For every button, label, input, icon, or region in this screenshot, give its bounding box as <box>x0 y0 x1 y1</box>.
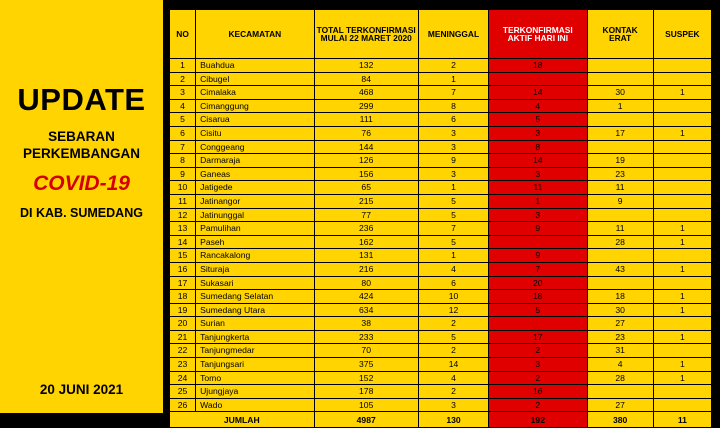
cell-kecamatan: Cimalaka <box>196 86 314 100</box>
cell-kecamatan: Buahdua <box>196 59 314 73</box>
cell-total: 634 <box>314 303 418 317</box>
cell-kontak: 30 <box>587 303 653 317</box>
table-row <box>170 317 712 331</box>
cell-meninggal: 2 <box>418 317 488 331</box>
footer-total: 4987 <box>314 412 418 428</box>
cell-suspek <box>653 59 711 73</box>
subtitle <box>0 129 163 163</box>
cell-no: 19 <box>170 303 196 317</box>
cell-aktif: 2 <box>489 344 587 358</box>
page-title: UPDATE <box>17 82 146 117</box>
table-row <box>170 398 712 412</box>
cell-total: 144 <box>314 140 418 154</box>
table-row <box>170 154 712 168</box>
cell-kecamatan: Paseh <box>196 235 314 249</box>
cell-kecamatan: Conggeang <box>196 140 314 154</box>
cell-kontak: 17 <box>587 126 653 140</box>
cell-kontak: 4 <box>587 358 653 372</box>
cell-no: 6 <box>170 126 196 140</box>
cell-no: 24 <box>170 371 196 385</box>
cell-meninggal: 5 <box>418 235 488 249</box>
table-row <box>170 262 712 276</box>
cell-total: 375 <box>314 358 418 372</box>
cell-aktif: 9 <box>489 222 587 236</box>
table-row <box>170 59 712 73</box>
cell-suspek <box>653 154 711 168</box>
cell-kontak <box>587 249 653 263</box>
table-row <box>170 344 712 358</box>
cell-kontak <box>587 72 653 86</box>
table-row <box>170 276 712 290</box>
cell-kontak: 43 <box>587 262 653 276</box>
header-aktif-line-1: TERKONFIRMASI <box>502 24 573 35</box>
cell-meninggal: 1 <box>418 72 488 86</box>
table-row <box>170 72 712 86</box>
cell-kecamatan: Wado <box>196 398 314 412</box>
table-row <box>170 86 712 100</box>
cell-kecamatan: Tanjungmedar <box>196 344 314 358</box>
cell-no: 22 <box>170 344 196 358</box>
cell-meninggal: 2 <box>418 344 488 358</box>
cell-aktif <box>489 317 587 331</box>
header-total-line-2: MULAI 22 MARET 2020 <box>320 33 412 43</box>
footer-suspek: 11 <box>653 412 711 428</box>
cell-meninggal: 10 <box>418 290 488 304</box>
cell-aktif: 5 <box>489 113 587 127</box>
table-panel <box>163 0 720 425</box>
cell-kecamatan: Jatinangor <box>196 194 314 208</box>
cell-total: 76 <box>314 126 418 140</box>
cell-suspek <box>653 249 711 263</box>
date-container <box>0 382 163 397</box>
table-row <box>170 113 712 127</box>
cell-kecamatan: Ujungjaya <box>196 385 314 399</box>
cell-no: 25 <box>170 385 196 399</box>
table-row <box>170 208 712 222</box>
table-row <box>170 371 712 385</box>
cell-kontak: 11 <box>587 181 653 195</box>
cell-kontak: 11 <box>587 222 653 236</box>
cell-total: 126 <box>314 154 418 168</box>
cell-suspek: 1 <box>653 262 711 276</box>
cell-meninggal: 14 <box>418 358 488 372</box>
cell-suspek <box>653 385 711 399</box>
cell-aktif: 3 <box>489 167 587 181</box>
cell-kontak: 27 <box>587 317 653 331</box>
cell-meninggal: 3 <box>418 126 488 140</box>
header-aktif-line-2: AKTIF HARI INI <box>507 33 569 43</box>
cell-meninggal: 9 <box>418 154 488 168</box>
covid-label: COVID-19 <box>33 171 130 195</box>
cell-meninggal: 5 <box>418 330 488 344</box>
cell-total: 162 <box>314 235 418 249</box>
header-total <box>314 10 418 59</box>
cell-kontak <box>587 113 653 127</box>
cell-aktif: 14 <box>489 86 587 100</box>
region-label: DI KAB. SUMEDANG <box>20 205 143 220</box>
cell-kecamatan: Situraja <box>196 262 314 276</box>
cell-no: 9 <box>170 167 196 181</box>
cell-total: 132 <box>314 59 418 73</box>
cell-aktif: 3 <box>489 208 587 222</box>
cell-meninggal: 2 <box>418 59 488 73</box>
subtitle-line-2: PERKEMBANGAN <box>22 145 140 161</box>
cell-total: 84 <box>314 72 418 86</box>
cell-aktif: 2 <box>489 371 587 385</box>
cell-total: 468 <box>314 86 418 100</box>
header-suspek: SUSPEK <box>653 10 711 59</box>
footer-meninggal: 130 <box>418 412 488 428</box>
cell-aktif <box>489 235 587 249</box>
cell-aktif: 9 <box>489 249 587 263</box>
cell-kecamatan: Rancakalong <box>196 249 314 263</box>
cell-meninggal: 3 <box>418 398 488 412</box>
cell-kontak <box>587 276 653 290</box>
cell-no: 16 <box>170 262 196 276</box>
header-kontak <box>587 10 653 59</box>
cell-suspek <box>653 113 711 127</box>
cell-aktif: 2 <box>489 398 587 412</box>
cell-kontak: 23 <box>587 167 653 181</box>
cell-total: 80 <box>314 276 418 290</box>
table-row <box>170 385 712 399</box>
table-row <box>170 140 712 154</box>
cell-total: 236 <box>314 222 418 236</box>
cell-no: 21 <box>170 330 196 344</box>
cell-kontak: 27 <box>587 398 653 412</box>
table-row <box>170 194 712 208</box>
cell-no: 11 <box>170 194 196 208</box>
cell-total: 131 <box>314 249 418 263</box>
cell-kecamatan: Sukasari <box>196 276 314 290</box>
cell-suspek <box>653 140 711 154</box>
cell-meninggal: 1 <box>418 249 488 263</box>
cell-aktif: 8 <box>489 140 587 154</box>
cell-aktif: 16 <box>489 385 587 399</box>
table-row <box>170 222 712 236</box>
cell-meninggal: 6 <box>418 276 488 290</box>
cell-total: 178 <box>314 385 418 399</box>
cell-kontak: 1 <box>587 99 653 113</box>
cell-total: 216 <box>314 262 418 276</box>
cell-aktif: 7 <box>489 262 587 276</box>
cell-suspek <box>653 72 711 86</box>
cell-aktif: 5 <box>489 303 587 317</box>
cell-meninggal: 4 <box>418 262 488 276</box>
cell-suspek: 1 <box>653 358 711 372</box>
footer-label: JUMLAH <box>170 412 315 428</box>
cell-kontak: 18 <box>587 290 653 304</box>
table-row <box>170 235 712 249</box>
cell-kecamatan: Sumedang Utara <box>196 303 314 317</box>
cell-suspek <box>653 344 711 358</box>
cell-kontak: 9 <box>587 194 653 208</box>
cell-no: 17 <box>170 276 196 290</box>
cell-kecamatan: Pamulihan <box>196 222 314 236</box>
cell-kontak: 19 <box>587 154 653 168</box>
cell-no: 2 <box>170 72 196 86</box>
cell-kontak <box>587 208 653 222</box>
cell-meninggal: 7 <box>418 222 488 236</box>
covid-data-table <box>169 9 712 428</box>
cell-suspek <box>653 167 711 181</box>
left-panel-content <box>0 84 163 221</box>
cell-total: 77 <box>314 208 418 222</box>
subtitle-line-1: SEBARAN <box>48 129 115 144</box>
cell-meninggal: 4 <box>418 371 488 385</box>
cell-kecamatan: Cimanggung <box>196 99 314 113</box>
cell-meninggal: 6 <box>418 113 488 127</box>
table-row <box>170 303 712 317</box>
cell-no: 4 <box>170 99 196 113</box>
cell-aktif: 18 <box>489 290 587 304</box>
cell-suspek: 1 <box>653 303 711 317</box>
table-header <box>170 10 712 59</box>
header-kontak-line-1: KONTAK <box>602 24 638 35</box>
cell-aktif: 18 <box>489 59 587 73</box>
table-row <box>170 290 712 304</box>
cell-suspek: 1 <box>653 235 711 249</box>
cell-no: 26 <box>170 398 196 412</box>
cell-total: 299 <box>314 99 418 113</box>
table-row <box>170 358 712 372</box>
cell-meninggal: 1 <box>418 181 488 195</box>
table-row <box>170 126 712 140</box>
cell-no: 8 <box>170 154 196 168</box>
cell-suspek: 1 <box>653 330 711 344</box>
cell-aktif: 3 <box>489 126 587 140</box>
cell-suspek: 1 <box>653 371 711 385</box>
table-row <box>170 330 712 344</box>
cell-meninggal: 5 <box>418 208 488 222</box>
cell-aktif <box>489 72 587 86</box>
cell-suspek <box>653 181 711 195</box>
cell-kontak: 30 <box>587 86 653 100</box>
cell-kontak: 28 <box>587 371 653 385</box>
cell-kecamatan: Tanjungsari <box>196 358 314 372</box>
cell-no: 10 <box>170 181 196 195</box>
cell-total: 233 <box>314 330 418 344</box>
cell-aktif: 14 <box>489 154 587 168</box>
cell-aktif: 17 <box>489 330 587 344</box>
table-row <box>170 167 712 181</box>
cell-kontak <box>587 59 653 73</box>
cell-no: 1 <box>170 59 196 73</box>
table-row <box>170 181 712 195</box>
cell-aktif: 11 <box>489 181 587 195</box>
cell-suspek <box>653 99 711 113</box>
cell-no: 13 <box>170 222 196 236</box>
table-row <box>170 99 712 113</box>
cell-kecamatan: Ganeas <box>196 167 314 181</box>
table-row <box>170 249 712 263</box>
cell-meninggal: 12 <box>418 303 488 317</box>
cell-kontak: 31 <box>587 344 653 358</box>
cell-no: 3 <box>170 86 196 100</box>
footer-aktif: 192 <box>489 412 587 428</box>
cell-kontak: 28 <box>587 235 653 249</box>
cell-kecamatan: Tomo <box>196 371 314 385</box>
cell-kontak: 23 <box>587 330 653 344</box>
cell-no: 23 <box>170 358 196 372</box>
table-footer <box>170 412 712 428</box>
footer-kontak: 380 <box>587 412 653 428</box>
cell-meninggal: 7 <box>418 86 488 100</box>
cell-kecamatan: Jatigede <box>196 181 314 195</box>
cell-suspek: 1 <box>653 222 711 236</box>
cell-aktif: 4 <box>489 99 587 113</box>
cell-aktif: 3 <box>489 358 587 372</box>
cell-kecamatan: Sumedang Selatan <box>196 290 314 304</box>
cell-kecamatan: Cibugel <box>196 72 314 86</box>
cell-total: 215 <box>314 194 418 208</box>
cell-kecamatan: Surian <box>196 317 314 331</box>
header-meninggal: MENINGGAL <box>418 10 488 59</box>
cell-meninggal: 5 <box>418 194 488 208</box>
cell-kontak <box>587 140 653 154</box>
cell-no: 20 <box>170 317 196 331</box>
cell-suspek: 1 <box>653 290 711 304</box>
cell-no: 5 <box>170 113 196 127</box>
cell-total: 105 <box>314 398 418 412</box>
cell-suspek <box>653 194 711 208</box>
cell-suspek <box>653 208 711 222</box>
cell-no: 12 <box>170 208 196 222</box>
header-total-line-1: TOTAL TERKONFIRMASI <box>316 24 416 35</box>
cell-kontak <box>587 385 653 399</box>
cell-kecamatan: Tanjungkerta <box>196 330 314 344</box>
cell-aktif: 1 <box>489 194 587 208</box>
cell-total: 156 <box>314 167 418 181</box>
header-kontak-line-2: ERAT <box>609 33 632 43</box>
cell-no: 18 <box>170 290 196 304</box>
cell-total: 152 <box>314 371 418 385</box>
cell-meninggal: 8 <box>418 99 488 113</box>
footer-row <box>170 412 712 428</box>
date-label: 20 JUNI 2021 <box>39 382 124 397</box>
header-no: NO <box>170 10 196 59</box>
cell-kecamatan: Darmaraja <box>196 154 314 168</box>
cell-suspek <box>653 398 711 412</box>
header-kecamatan: KECAMATAN <box>196 10 314 59</box>
cell-no: 7 <box>170 140 196 154</box>
cell-aktif: 20 <box>489 276 587 290</box>
cell-meninggal: 3 <box>418 140 488 154</box>
cell-no: 15 <box>170 249 196 263</box>
left-panel <box>0 0 163 413</box>
cell-no: 14 <box>170 235 196 249</box>
cell-suspek <box>653 276 711 290</box>
cell-kecamatan: Cisitu <box>196 126 314 140</box>
header-row <box>170 10 712 59</box>
cell-total: 65 <box>314 181 418 195</box>
cell-suspek <box>653 317 711 331</box>
header-aktif <box>489 10 587 59</box>
cell-total: 38 <box>314 317 418 331</box>
cell-meninggal: 2 <box>418 385 488 399</box>
cell-meninggal: 3 <box>418 167 488 181</box>
cell-suspek: 1 <box>653 86 711 100</box>
cell-total: 424 <box>314 290 418 304</box>
table-body <box>170 59 712 412</box>
cell-kecamatan: Jatinunggal <box>196 208 314 222</box>
cell-total: 111 <box>314 113 418 127</box>
cell-suspek: 1 <box>653 126 711 140</box>
cell-total: 70 <box>314 344 418 358</box>
cell-kecamatan: Cisarua <box>196 113 314 127</box>
